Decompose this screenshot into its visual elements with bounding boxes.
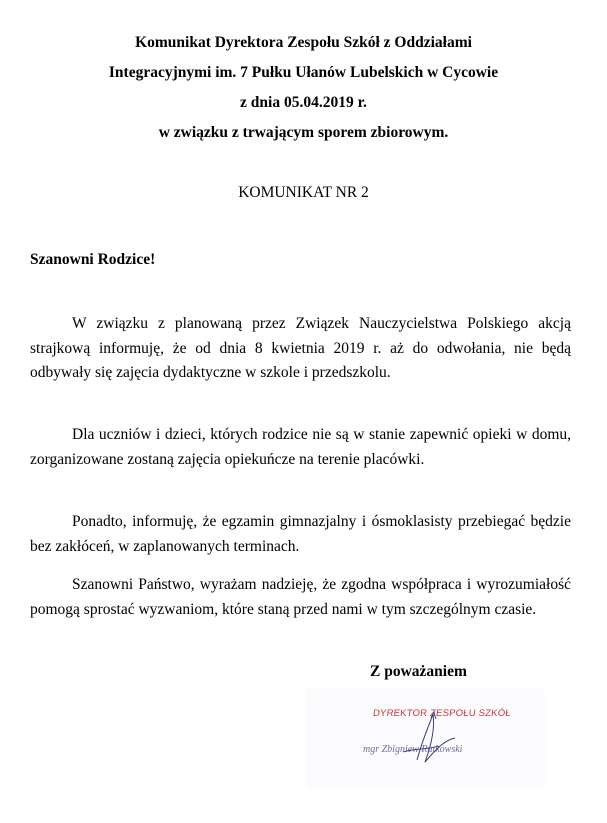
paragraph-strike-notice: W związku z planowaną przez Związek Nauczycielstwa Polskiego akcją strajkową informuję, że od dnia 8 kwietnia 2019 r. aż do odwołania, nie będą odbywały się zajęcia dydaktyczne w szkole i przedszkolu. xyxy=(30,315,571,381)
header-line-3-date: z dnia 05.04.2019 r. xyxy=(240,94,367,111)
paragraph-closing-remarks: Szanowni Państwo, wyrażam nadzieję, że zgodna współpraca i wyrozumiałość pomogą sprostać wyzwaniom, które staną przed nami w tym szczególnym czasie. xyxy=(30,576,571,618)
header-line-2: Integracyjnymi im. 7 Pułku Ułanów Lubelskich w Cycowie xyxy=(108,64,499,81)
stamp-name: mgr Zbigniew Rutkowski xyxy=(363,744,463,755)
paragraph-care-activities: Dla uczniów i dzieci, których rodzice nie są w stanie zapewnić opieki w domu, zorganizowane zostaną zajęcia opiekuńcze na terenie placówki. xyxy=(30,426,571,468)
announcement-number: KOMUNIKAT NR 2 xyxy=(238,184,369,201)
handwritten-signature xyxy=(305,688,545,788)
greeting: Szanowni Rodzice! xyxy=(30,251,156,268)
stamp-title: DYREKTOR ZESPOŁU SZKÓŁ xyxy=(372,708,512,719)
paragraph-exams: Ponadto, informuję, że egzamin gimnazjalny i ósmoklasisty przebiegać będzie bez zakłóceń, w zaplanowanych terminach. xyxy=(30,513,571,555)
header-line-1: Komunikat Dyrektora Zespołu Szkół z Oddziałami xyxy=(135,34,472,51)
document-header xyxy=(0,28,607,148)
director-stamp xyxy=(305,688,545,788)
header-line-4: w związku z trwającym sporem zbiorowym. xyxy=(158,124,449,141)
closing-salutation: Z poważaniem xyxy=(370,663,467,680)
